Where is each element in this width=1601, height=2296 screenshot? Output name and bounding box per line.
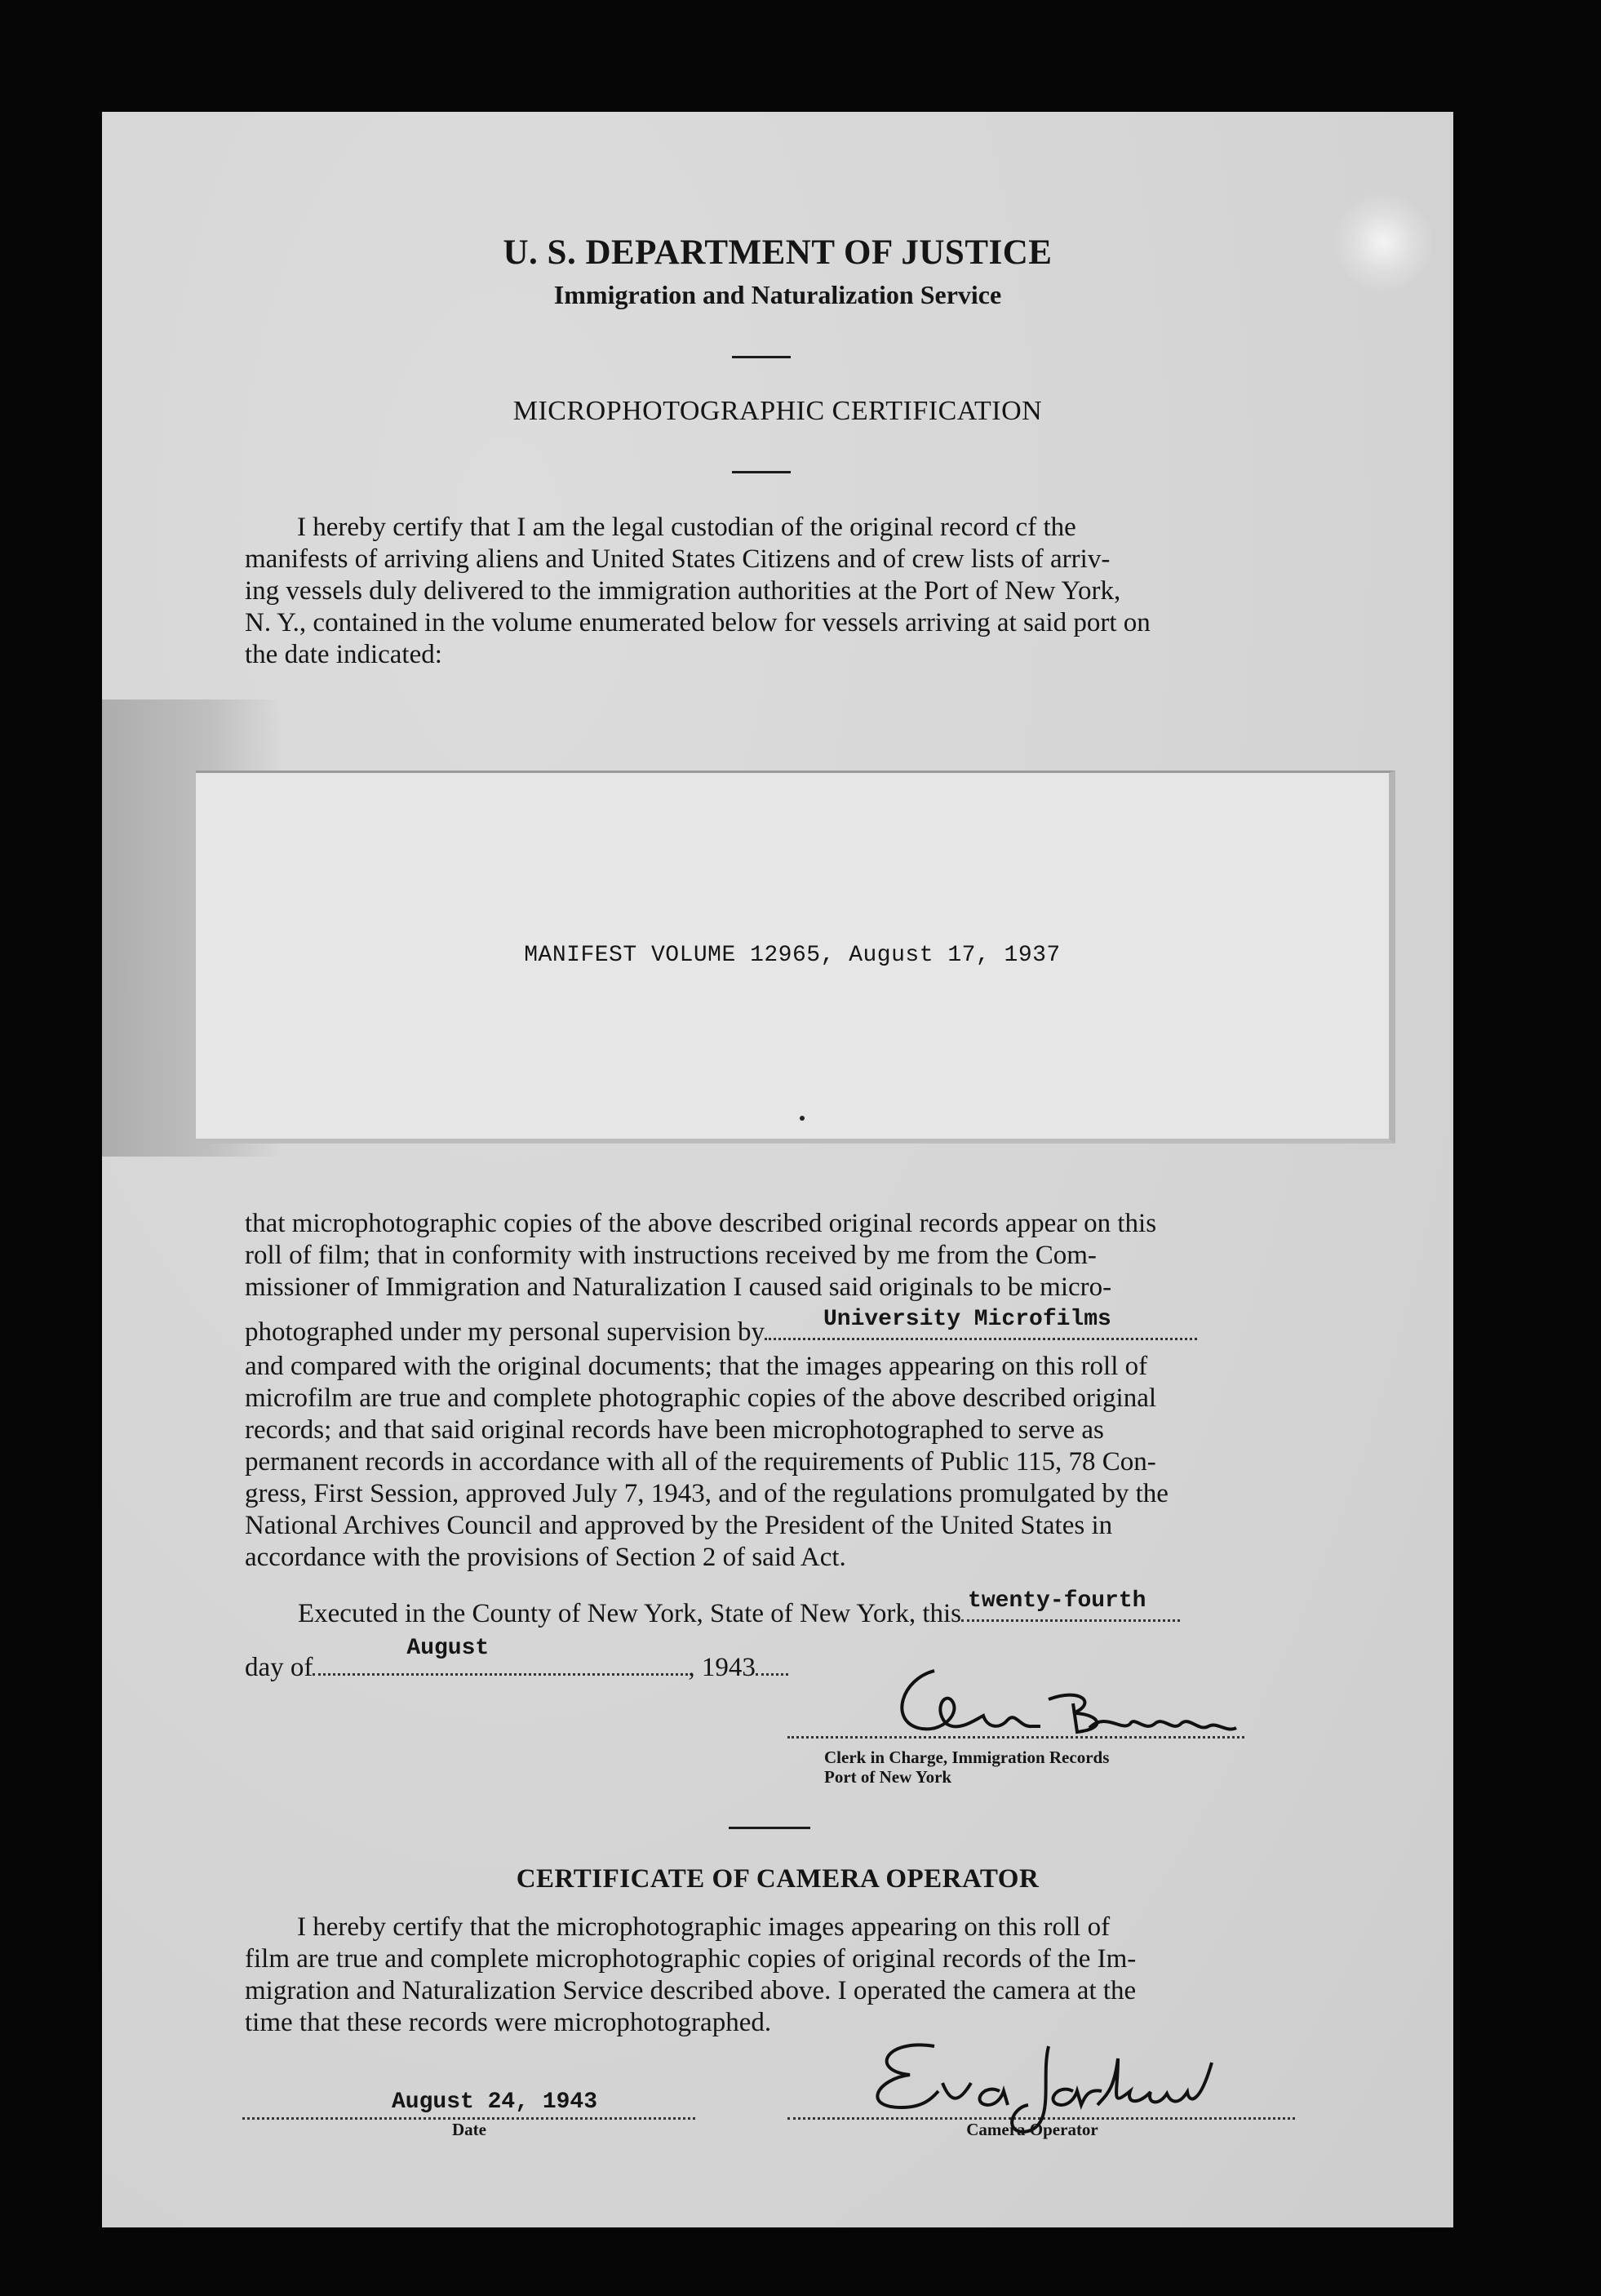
- date-filled-value: August 24, 1943: [392, 2089, 598, 2115]
- divider-3: [729, 1827, 810, 1829]
- document-subtitle: Immigration and Naturalization Service: [553, 280, 1002, 309]
- clerk-title-line1: Clerk in Charge, Immigration Records: [824, 1748, 1110, 1767]
- execution-prefix: Executed in the County of New York, State of New York, this: [298, 1599, 962, 1628]
- intro-line-3: ing vessels duly delivered to the immigration authorities at the Port of New York,: [245, 576, 1121, 606]
- supervision-filled-value: University Microfilms: [823, 1307, 1111, 1332]
- pasted-manifest-slip: [196, 771, 1395, 1144]
- document-page: [102, 112, 1453, 2227]
- body-line-3: missioner of Immigration and Naturalization I caused said originals to be micro-: [245, 1272, 1112, 1302]
- body-line-8: gress, First Session, approved July 7, 1943, and of the regulations promulgated by the: [245, 1479, 1169, 1508]
- body-paragraph-bottom: [245, 1351, 1306, 1574]
- year-dotted-tail: [756, 1654, 788, 1676]
- camera-line-4: time that these records were microphotographed.: [245, 2008, 772, 2037]
- date-label: Date: [452, 2120, 486, 2139]
- year-digit: 3: [742, 1653, 756, 1682]
- clerk-title: [824, 1748, 1109, 1787]
- camera-line-3: migration and Naturalization Service described above. I operated the camera at the: [245, 1976, 1137, 2005]
- date-dotted-field: [242, 2089, 695, 2120]
- month-dotted-field: [313, 1636, 688, 1676]
- execution-line: [298, 1588, 1180, 1629]
- body-line-7: permanent records in accordance with all of the requirements of Public 115, 78 Con-: [245, 1447, 1156, 1477]
- intro-line-1: I hereby certify that I am the legal custodian of the original record cf the: [297, 513, 1076, 542]
- body-line-5: microfilm are true and complete photographic copies of the above described original: [245, 1383, 1157, 1413]
- intro-line-5: the date indicated:: [245, 640, 442, 669]
- intro-line-4: N. Y., contained in the volume enumerated below for vessels arriving at said port on: [245, 608, 1151, 637]
- body-line-6: records; and that said original records have been microphotographed to serve as: [245, 1415, 1104, 1445]
- document-title: U. S. DEPARTMENT OF JUSTICE: [503, 233, 1053, 272]
- body-line-4: and compared with the original documents; that the images appearing on this roll of: [245, 1352, 1148, 1381]
- day-filled-value: twenty-fourth: [968, 1588, 1146, 1614]
- certification-heading: MICROPHOTOGRAPHIC CERTIFICATION: [512, 396, 1043, 426]
- divider-1: [732, 356, 791, 358]
- manifest-volume-text: MANIFEST VOLUME 12965, August 17, 1937: [524, 943, 1061, 968]
- supervision-prefix: photographed under my personal supervision by: [245, 1317, 765, 1347]
- body-line-9: National Archives Council and approved by the President of the United States in: [245, 1511, 1113, 1540]
- clerk-title-line2: Port of New York: [824, 1767, 952, 1787]
- divider-2: [732, 471, 791, 473]
- body-line-2: roll of film; that in conformity with instructions received by me from the Com-: [245, 1241, 1097, 1270]
- month-filled-value: August: [406, 1636, 490, 1661]
- clerk-signature: [885, 1663, 1244, 1752]
- supervision-line: [245, 1307, 1306, 1348]
- camera-line-2: film are true and complete microphotographic copies of original records of the Im-: [245, 1944, 1137, 1974]
- intro-line-2: manifests of arriving aliens and United States Citizens and of crew lists of arriv-: [245, 544, 1111, 574]
- date-of-line: [245, 1636, 788, 1683]
- supervision-dotted-field: [765, 1307, 1197, 1340]
- camera-section-heading: CERTIFICATE OF CAMERA OPERATOR: [516, 1864, 1040, 1894]
- body-paragraph-top: [245, 1208, 1306, 1303]
- operator-signature: [836, 2014, 1228, 2136]
- year-label: , 194: [688, 1653, 743, 1682]
- body-line-1: that microphotographic copies of the above described original records appear on this: [245, 1209, 1157, 1238]
- body-line-10: accordance with the provisions of Section 2 of said Act.: [245, 1543, 846, 1572]
- camera-line-1: I hereby certify that the microphotographic images appearing on this roll of: [297, 1912, 1111, 1942]
- operator-label: Camera Operator: [966, 2120, 1098, 2139]
- day-dotted-field: [961, 1588, 1180, 1622]
- intro-paragraph: [245, 512, 1306, 671]
- slip-ink-dot: [800, 1116, 805, 1121]
- day-of-label: day of: [245, 1653, 313, 1682]
